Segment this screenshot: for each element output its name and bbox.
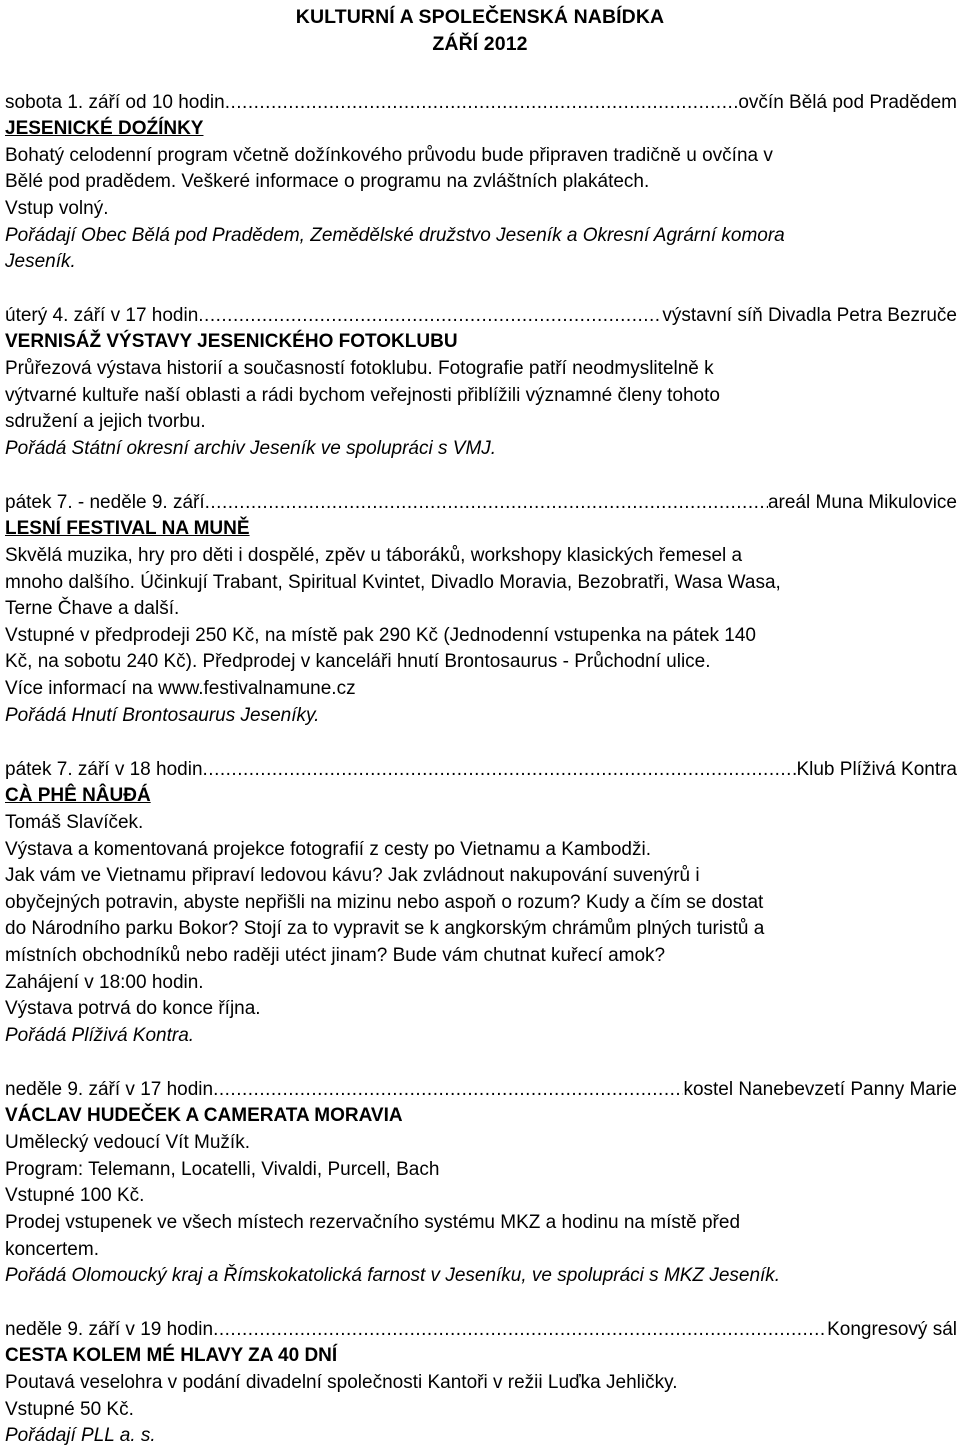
event-description-line: Výstava a komentovaná projekce fotografií z cesty po Vietnamu a Kambodži. bbox=[5, 839, 651, 860]
leader-dots bbox=[205, 490, 768, 516]
event-venue: ovčín Bělá pod Pradědem bbox=[738, 92, 957, 113]
event-3-header bbox=[5, 490, 957, 516]
event-description-line: výtvarné kultuře naší oblasti a rádi bychom veřejnosti přiblížili významné členy tohoto bbox=[5, 385, 720, 406]
event-title: VERNISÁŽ VÝSTAVY JESENICKÉHO FOTOKLUBU bbox=[5, 331, 458, 352]
event-description-line: Tomáš Slavíček. bbox=[5, 812, 144, 833]
event-6-header bbox=[5, 1317, 957, 1343]
event-venue: Kongresový sál bbox=[827, 1319, 957, 1340]
leader-dots bbox=[213, 1077, 683, 1103]
event-date: úterý 4. září v 17 hodin bbox=[5, 305, 199, 326]
event-description-line: Průřezová výstava historií a současností fotoklubu. Fotografie patří neodmyslitelně k bbox=[5, 358, 714, 379]
event-description-line: Vstupné v předprodeji 250 Kč, na místě pak 290 Kč (Jednodenní vstupenka na pátek 140 bbox=[5, 625, 757, 646]
event-date: neděle 9. září v 19 hodin bbox=[5, 1319, 214, 1340]
event-description-line: Výstava potrvá do konce října. bbox=[5, 998, 261, 1019]
event-description-line: Bělé pod pradědem. Veškeré informace o programu na zvláštních plakátech. bbox=[5, 171, 650, 192]
event-organizer: Pořádá Hnutí Brontosaurus Jeseníky. bbox=[5, 705, 320, 726]
event-description-line: Zahájení v 18:00 hodin. bbox=[5, 972, 204, 993]
event-description-line: místních obchodníků nebo raději utéct jinam? Bude vám chutnat kuřecí amok? bbox=[5, 945, 666, 966]
event-organizer: Pořádá Plíživá Kontra. bbox=[5, 1025, 195, 1046]
event-date: pátek 7. září v 18 hodin bbox=[5, 759, 203, 780]
document-title: KULTURNÍ A SPOLEČENSKÁ NABÍDKA bbox=[295, 6, 665, 28]
event-title: CESTA KOLEM MÉ HLAVY ZA 40 DNÍ bbox=[5, 1345, 338, 1366]
event-title: VÁCLAV HUDEČEK A CAMERATA MORAVIA bbox=[5, 1105, 403, 1126]
event-description-line: obyčejných potravin, abyste nepřišli na mizinu nebo aspoň o rozum? Kudy a čím se dostat bbox=[5, 892, 764, 913]
document-subtitle: ZÁŘÍ 2012 bbox=[432, 33, 528, 55]
event-description-line: do Národního parku Bokor? Stojí za to vypravit se k angkorským chrámům plných turistů a bbox=[5, 918, 765, 939]
event-4-header bbox=[5, 757, 957, 783]
event-description-line: mnoho dalšího. Účinkují Trabant, Spiritual Kvintet, Divadlo Moravia, Bezobratři, Wasa Wasa, bbox=[5, 572, 781, 593]
leader-dots bbox=[213, 1317, 827, 1343]
event-2-header bbox=[5, 303, 957, 329]
event-venue: výstavní síň Divadla Petra Bezruče bbox=[662, 305, 957, 326]
event-description-line: sdružení a jejich tvorbu. bbox=[5, 411, 206, 432]
event-description-line: Program: Telemann, Locatelli, Vivaldi, Purcell, Bach bbox=[5, 1159, 440, 1180]
event-description-line: Jak vám ve Vietnamu připraví ledovou kávu? Jak zvládnout nakupování suvenýrů i bbox=[5, 865, 700, 886]
event-description-line: Prodej vstupenek ve všech místech rezervačního systému MKZ a hodinu na místě před bbox=[5, 1212, 741, 1233]
event-organizer: Pořádají PLL a. s. bbox=[5, 1425, 156, 1446]
event-description-line: Skvělá muzika, hry pro děti i dospělé, zpěv u táboráků, workshopy klasických řemesel a bbox=[5, 545, 743, 566]
event-title: CÀ PHÊ NÂUĐÁ bbox=[5, 785, 151, 806]
event-organizer: Jeseník. bbox=[5, 251, 76, 272]
event-venue: areál Muna Mikulovice bbox=[767, 492, 957, 513]
event-description-line: Kč, na sobotu 240 Kč). Předprodej v kanceláři hnutí Brontosaurus - Průchodní ulice. bbox=[5, 651, 711, 672]
event-title: JESENICKÉ DOŹÍNKY bbox=[5, 118, 204, 139]
event-1-header bbox=[5, 90, 957, 116]
event-organizer: Pořádají Obec Bělá pod Pradědem, Zemědělské družstvo Jeseník a Okresní Agrární komora bbox=[5, 225, 785, 246]
event-venue: Klub Plíživá Kontra bbox=[796, 759, 957, 780]
leader-dots bbox=[225, 90, 739, 116]
event-description-line: Umělecký vedoucí Vít Mužík. bbox=[5, 1132, 250, 1153]
leader-dots bbox=[198, 303, 662, 329]
event-description-line: Více informací na www.festivalnamune.cz bbox=[5, 678, 356, 699]
event-date: pátek 7. - neděle 9. září bbox=[5, 492, 205, 513]
event-description-line: Bohatý celodenní program včetně dožínkového průvodu bude připraven tradičně u ovčína v bbox=[5, 145, 773, 166]
event-organizer: Pořádá Státní okresní archiv Jeseník ve spolupráci s VMJ. bbox=[5, 438, 497, 459]
event-description-line: Vstupné 100 Kč. bbox=[5, 1185, 145, 1206]
event-date: neděle 9. září v 17 hodin bbox=[5, 1079, 214, 1100]
event-5-header bbox=[5, 1077, 957, 1103]
event-organizer: Pořádá Olomoucký kraj a Římskokatolická farnost v Jeseníku, ve spolupráci s MKZ Jeseník. bbox=[5, 1265, 781, 1286]
event-description-line: Poutavá veselohra v podání divadelní společnosti Kantoři v režii Luďka Jehličky. bbox=[5, 1372, 678, 1393]
leader-dots bbox=[203, 757, 797, 783]
event-description-line: koncertem. bbox=[5, 1239, 99, 1260]
event-description-line: Terne Čhave a další. bbox=[5, 598, 180, 619]
event-date: sobota 1. září od 10 hodin bbox=[5, 92, 225, 113]
event-description-line: Vstupné 50 Kč. bbox=[5, 1399, 134, 1420]
event-description-line: Vstup volný. bbox=[5, 198, 109, 219]
event-venue: kostel Nanebevzetí Panny Marie bbox=[683, 1079, 957, 1100]
event-title: LESNÍ FESTIVAL NA MUNĚ bbox=[5, 518, 250, 539]
